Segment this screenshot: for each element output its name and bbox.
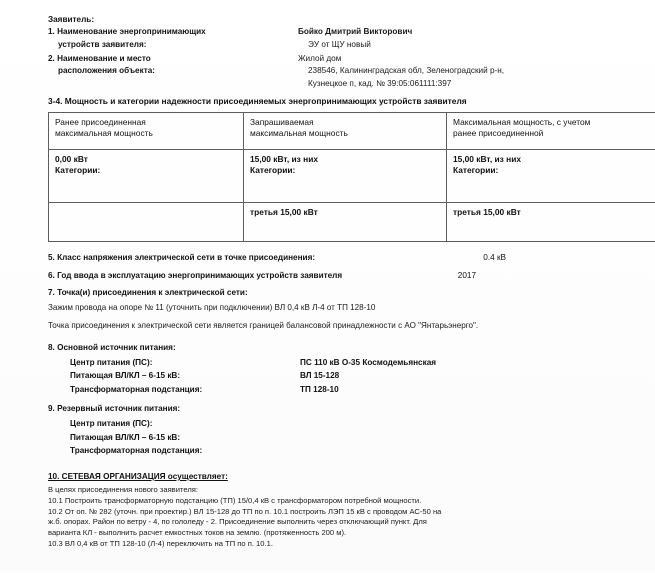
row-1-number: 1. <box>48 27 55 37</box>
cell-requested-power-category: Категории: <box>250 165 296 176</box>
item-6-label: 6. Год ввода в эксплуатацию энергопринимающих устройств заявителя <box>48 271 343 281</box>
item-8-row-3-value: ТП 128-10 <box>300 385 339 395</box>
header-3-line-1: Максимальная мощность, с учетом <box>453 116 591 127</box>
item-8-label: 8. Основной источник питания: <box>48 342 176 352</box>
item-9-row-2-value <box>300 432 626 445</box>
item-9-row-3-value <box>300 445 626 458</box>
row-2-label-2: расположения объекта: <box>58 66 155 76</box>
cell-requested-power-value: 15,00 кВт, из них <box>250 153 319 164</box>
item-6-value: 2017 <box>457 271 476 281</box>
applicant-header <box>48 14 626 89</box>
row-2-number: 2. <box>48 53 55 63</box>
table-row <box>49 202 655 241</box>
table-header-row <box>49 112 655 149</box>
row-1-cont <box>48 39 626 50</box>
item-10-line-4: ж.б. опорах. Район по ветру - 4, по гололеду - 2. Присоединение выполнить через отключающий пункт. Для <box>48 517 427 527</box>
page-bottom-fade <box>0 569 655 573</box>
row-1-value-1: Бойко Дмитрий Викторович <box>298 27 413 37</box>
cell-prev-category-value <box>49 202 244 241</box>
applicant-label: Заявитель: <box>48 15 95 24</box>
item-10-line-6: 10.3 ВЛ 0,4 кВ от ТП 128-10 (Л-4) переключить на ТП по п. 10.1. <box>48 538 273 548</box>
item-10-body <box>48 485 626 550</box>
table-header-cell-3 <box>447 112 655 149</box>
item-5 <box>48 252 626 264</box>
header-3-line-2: ранее присоединенной <box>453 128 544 139</box>
item-5-value: 0.4 кВ <box>483 252 506 262</box>
item-8-row-1-key: Центр питания (ПС): <box>70 357 153 367</box>
row-2-cont-2 <box>48 78 626 89</box>
item-8-row-2-value: ВЛ 15-128 <box>300 371 340 381</box>
item-10-line-2: 10.1 Построить трансформаторную подстанцию (ТП) 15/0,4 кВ с трансформатором потребной мощности. <box>48 495 422 505</box>
item-9-row-2-key: Питающая ВЛ/КЛ – 6-15 кВ: <box>70 432 181 442</box>
item-8-row-2 <box>48 370 626 383</box>
cell-total-power-value: 15,00 кВт, из них <box>453 153 522 164</box>
row-1-label: Наименование энергопринимающих <box>57 27 206 37</box>
item-7-text-1: Зажим провода на опоре № 11 (уточнить при подключении) ВЛ 0,4 кВ Л-4 от ТП 128-10 <box>48 303 376 313</box>
item-5-label: 5. Класс напряжения электрической сети в точке присоединения: <box>48 252 316 262</box>
cell-prev-power <box>49 149 244 202</box>
row-2-value-2: 238546, Калининградская обл, Зеленоградский р-н, <box>308 66 505 76</box>
cell-prev-power-category: Категории: <box>55 165 101 176</box>
item-7-text-2: Точка присоединения к электрической сети является границей балансовой принадлежности с АО "Янтарьэнерго". <box>48 320 479 330</box>
section-3-4-title: 3-4. Мощность и категории надежности присоединяемых энергопринимающих устройств заявителя <box>48 95 467 106</box>
item-10-line-1: В целях присоединения нового заявителя: <box>48 484 198 494</box>
row-2-value-3: Кузнецкое п, кад. № 39:05:061111:397 <box>308 78 452 88</box>
row-2-value-1: Жилой дом <box>298 53 342 63</box>
row-1-value-2: ЭУ от ЩУ новый <box>308 39 371 49</box>
item-7-label: 7. Точка(и) присоединения к электрической сети: <box>48 288 248 298</box>
cell-prev-power-value: 0,00 кВт <box>55 153 88 164</box>
item-10-title: 10. СЕТЕВАЯ ОРГАНИЗАЦИЯ осуществляет: <box>48 471 228 481</box>
item-8-row-3 <box>48 384 626 397</box>
row-2-cont <box>48 65 626 76</box>
power-table <box>48 112 655 242</box>
item-9-row-3 <box>48 445 626 458</box>
row-1-label-2: устройств заявителя: <box>58 39 147 49</box>
item-6 <box>48 270 626 282</box>
item-8-row-1 <box>48 357 626 370</box>
item-9-row-3-key: Трансформаторная подстанция: <box>70 446 203 456</box>
table-header-cell-2 <box>244 112 447 149</box>
document-content <box>48 14 626 550</box>
item-9-row-2 <box>48 432 626 445</box>
row-1 <box>48 26 626 37</box>
item-9-label: 9. Резервный источник питания: <box>48 403 181 413</box>
item-8-row-3-key: Трансформаторная подстанция: <box>70 385 203 395</box>
table-row <box>49 149 655 202</box>
item-8-row-1-value: ПС 110 кВ О-35 Космодемьянская <box>300 357 437 367</box>
cell-requested-category-value: третья 15,00 кВт <box>244 202 447 241</box>
row-2 <box>48 53 626 64</box>
cell-requested-power <box>244 149 447 202</box>
header-1-line-1: Ранее присоединенная <box>55 116 146 127</box>
item-8-row-2-key: Питающая ВЛ/КЛ – 6-15 кВ: <box>70 371 181 381</box>
table-header-cell-1 <box>49 112 244 149</box>
item-9-row-1 <box>48 418 626 431</box>
row-2-label: Наименование и место <box>57 53 151 63</box>
applicant-title-row <box>48 14 626 25</box>
header-2-line-2: максимальная мощность <box>250 128 348 139</box>
cell-total-power-category: Категории: <box>453 165 499 176</box>
cell-total-power <box>447 149 655 202</box>
item-9-row-1-value <box>300 418 626 431</box>
header-1-line-2: максимальная мощность <box>55 128 153 139</box>
cell-total-category-value: третья 15,00 кВт <box>447 202 655 241</box>
item-9-row-1-key: Центр питания (ПС): <box>70 418 153 428</box>
header-2-line-1: Запрашиваемая <box>250 116 314 127</box>
item-10-line-5: варианта КЛ - выполнить расчет емкостных токов на землю. (протяженность 200 м). <box>48 528 347 538</box>
item-10-line-3: 10.2 От оп. № 282 (уточн. при проектир.) ВЛ 15-128 до ТП по п. 10.1 построить ЛЭП 15 кВ с проводом АС-50 на <box>48 506 442 516</box>
